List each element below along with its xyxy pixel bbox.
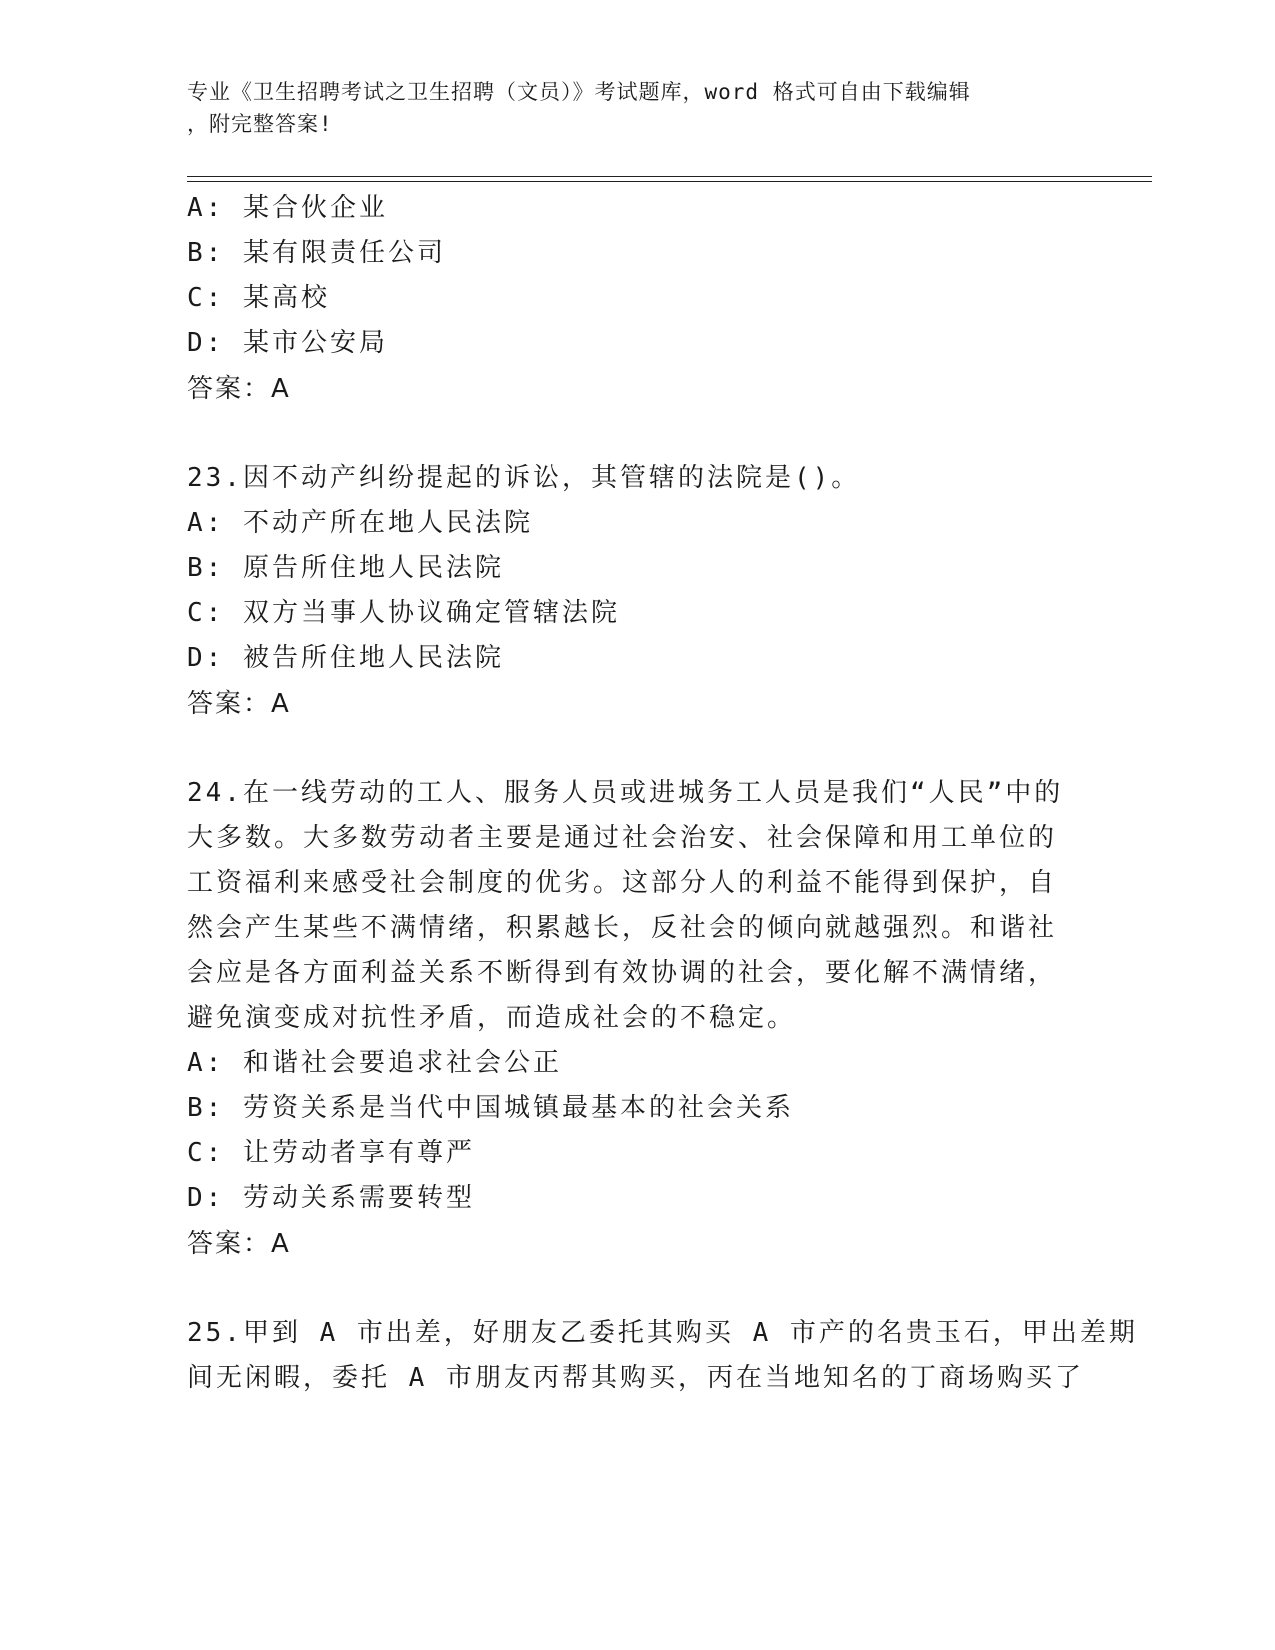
q22-option-d: D: 某市公安局 (187, 328, 388, 358)
q22-answer: 答案：A (187, 374, 291, 404)
q23-question: 23.因不动产纠纷提起的诉讼，其管辖的法院是()。 (187, 463, 861, 493)
q23-option-b: B: 原告所住地人民法院 (187, 553, 504, 583)
q24-question-line-1: 24.在一线劳动的工人、服务人员或进城务工人员是我们“人民”中的 (187, 778, 1064, 808)
q23-answer: 答案：A (187, 689, 291, 719)
q22-option-a: A: 某合伙企业 (187, 193, 388, 223)
q22-option-b: B: 某有限责任公司 (187, 238, 446, 268)
q24-question-line-6: 避免演变成对抗性矛盾，而造成社会的不稳定。 (187, 1003, 797, 1033)
q24-option-c: C: 让劳动者享有尊严 (187, 1138, 475, 1168)
page-header (187, 76, 1067, 140)
q23-option-a: A: 不动产所在地人民法院 (187, 508, 533, 538)
q24-option-b: B: 劳资关系是当代中国城镇最基本的社会关系 (187, 1093, 794, 1123)
q25-question-line-1: 25.甲到 A 市出差，好朋友乙委托其购买 A 市产的名贵玉石，甲出差期 (187, 1318, 1138, 1348)
q24-question-line-4: 然会产生某些不满情绪，积累越长，反社会的倾向就越强烈。和谐社 (187, 913, 1058, 943)
q24-answer: 答案：A (187, 1229, 291, 1259)
q25-question-line-2: 间无闲暇，委托 A 市朋友丙帮其购买，丙在当地知名的丁商场购买了 (187, 1363, 1084, 1393)
q23-option-d: D: 被告所住地人民法院 (187, 643, 504, 673)
header-line-2: ，附完整答案! (187, 112, 333, 136)
q24-question-line-3: 工资福利来感受社会制度的优劣。这部分人的利益不能得到保护，自 (187, 868, 1058, 898)
q24-question-line-5: 会应是各方面利益关系不断得到有效协调的社会，要化解不满情绪， (187, 958, 1058, 988)
header-rule-top (187, 176, 1152, 177)
q22-option-c: C: 某高校 (187, 283, 330, 313)
header-rule-bottom (187, 181, 1152, 182)
q23-option-c: C: 双方当事人协议确定管辖法院 (187, 598, 620, 628)
header-line-1: 专业《卫生招聘考试之卫生招聘（文员）》考试题库，word 格式可自由下载编辑 (187, 80, 971, 104)
q24-option-d: D: 劳动关系需要转型 (187, 1183, 475, 1213)
q24-question-line-2: 大多数。大多数劳动者主要是通过社会治安、社会保障和用工单位的 (187, 823, 1058, 853)
q24-option-a: A: 和谐社会要追求社会公正 (187, 1048, 562, 1078)
